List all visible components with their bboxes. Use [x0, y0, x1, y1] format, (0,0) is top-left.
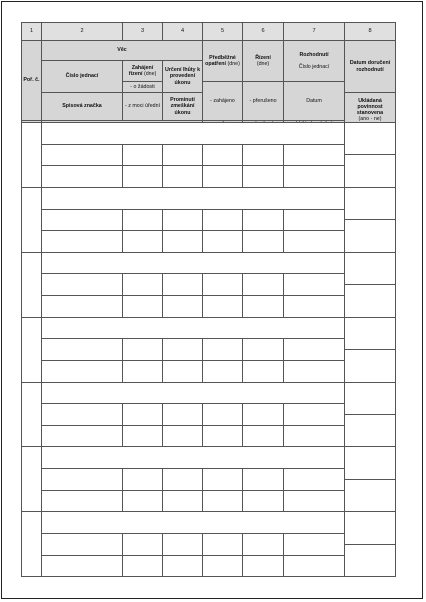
record-ukladana[interactable] [345, 544, 395, 576]
record-zahajeni-cell[interactable] [123, 425, 163, 447]
record-row [22, 533, 396, 555]
register-table [21, 22, 396, 128]
record-zahajeni-cell[interactable] [123, 296, 163, 318]
record-rozhodnuti-cell[interactable] [284, 296, 345, 318]
record-doruceni-cell[interactable] [345, 382, 396, 447]
record-ukladana[interactable] [345, 479, 395, 511]
header-zahajeni-title: Zahájení [131, 64, 154, 71]
record-row [22, 404, 396, 426]
record-rozhodnuti-cell[interactable] [284, 425, 345, 447]
record-cislo-cell[interactable] [42, 360, 123, 382]
col-number-3: 3 [123, 23, 163, 41]
record-zahajeni-cell[interactable] [123, 555, 163, 577]
record-row [22, 382, 396, 404]
record-ukladana[interactable] [345, 219, 395, 251]
record-rizeni-cell[interactable] [243, 274, 284, 296]
record-lhuta-cell[interactable] [163, 274, 203, 296]
record-rizeni-cell[interactable] [243, 490, 284, 512]
record-vec-cell[interactable] [42, 447, 345, 469]
record-row [22, 123, 396, 145]
record-zahajeni-cell[interactable] [123, 231, 163, 253]
record-rozhodnuti-cell[interactable] [284, 209, 345, 231]
record-row [22, 252, 396, 274]
header-predbezne-zahajeno: - zahájeno [203, 82, 243, 121]
record-rozhodnuti-cell[interactable] [284, 339, 345, 361]
record-por-cell[interactable] [22, 123, 42, 188]
col-number-6: 6 [243, 23, 284, 41]
record-datum-doruceni[interactable] [345, 188, 395, 219]
record-vec-cell[interactable] [42, 512, 345, 534]
record-lhuta-cell[interactable] [163, 166, 203, 188]
header-rozh-datum: Datum [284, 82, 345, 121]
record-lhuta-cell[interactable] [163, 209, 203, 231]
record-vec-cell[interactable] [42, 317, 345, 339]
record-cislo-cell[interactable] [42, 166, 123, 188]
record-zahajeni-cell[interactable] [123, 339, 163, 361]
record-opatreni-cell[interactable] [203, 209, 243, 231]
record-rozhodnuti-cell[interactable] [284, 360, 345, 382]
col-number-4: 4 [163, 23, 203, 41]
record-cislo-cell[interactable] [42, 144, 123, 166]
record-doruceni-cell[interactable] [345, 187, 396, 252]
record-lhuta-cell[interactable] [163, 404, 203, 426]
record-por-cell[interactable] [22, 252, 42, 317]
record-cislo-cell[interactable] [42, 274, 123, 296]
record-cislo-cell[interactable] [42, 425, 123, 447]
record-doruceni-cell[interactable] [345, 123, 396, 188]
record-zahajeni-cell[interactable] [123, 209, 163, 231]
record-rizeni-cell[interactable] [243, 339, 284, 361]
record-lhuta-cell[interactable] [163, 469, 203, 491]
record-opatreni-cell[interactable] [203, 339, 243, 361]
record-opatreni-cell[interactable] [203, 469, 243, 491]
record-lhuta-cell[interactable] [163, 360, 203, 382]
record-row [22, 166, 396, 188]
header-prominuti: Prominutí zmeškání úkonu [163, 93, 203, 121]
record-rozhodnuti-cell[interactable] [284, 490, 345, 512]
record-vec-cell[interactable] [42, 187, 345, 209]
header-por: Poř. č. [22, 41, 42, 121]
record-row [22, 144, 396, 166]
record-rizeni-cell[interactable] [243, 404, 284, 426]
record-rizeni-cell[interactable] [243, 166, 284, 188]
record-cislo-cell[interactable] [42, 533, 123, 555]
record-vec-cell[interactable] [42, 382, 345, 404]
record-por-cell[interactable] [22, 447, 42, 512]
record-row [22, 490, 396, 512]
header-row-1 [22, 41, 396, 61]
record-rozhodnuti-cell[interactable] [284, 469, 345, 491]
header-rizeni-preruseno: - přerušeno [243, 82, 284, 121]
column-number-row [22, 23, 396, 41]
record-zahajeni-cell[interactable] [123, 144, 163, 166]
record-opatreni-cell[interactable] [203, 144, 243, 166]
record-zahajeni-cell[interactable] [123, 274, 163, 296]
record-datum-doruceni[interactable] [345, 253, 395, 284]
record-rizeni-cell[interactable] [243, 555, 284, 577]
header-rizeni-sub: (dne) [256, 61, 270, 67]
record-row [22, 339, 396, 361]
header-predbezne-title: Předběžné opatření [205, 54, 236, 67]
record-zahajeni-cell[interactable] [123, 404, 163, 426]
record-lhuta-cell[interactable] [163, 231, 203, 253]
header-vec: Věc [42, 41, 203, 61]
header-zahajeni-o-zadosti: - o žádosti [123, 82, 163, 93]
record-rozhodnuti-cell[interactable] [284, 533, 345, 555]
record-ukladana[interactable] [345, 284, 395, 316]
record-opatreni-cell[interactable] [203, 555, 243, 577]
record-rizeni-cell[interactable] [243, 209, 284, 231]
record-opatreni-cell[interactable] [203, 533, 243, 555]
record-doruceni-cell[interactable] [345, 252, 396, 317]
record-rozhodnuti-cell[interactable] [284, 166, 345, 188]
header-cislo-jednaci: Číslo jednací [42, 61, 123, 93]
col-number-1: 1 [22, 23, 42, 41]
record-por-cell[interactable] [22, 512, 42, 577]
record-datum-doruceni[interactable] [345, 383, 395, 414]
header-rozh-cislo: Číslo jednací [298, 64, 330, 71]
record-rozhodnuti-cell[interactable] [284, 404, 345, 426]
record-row [22, 231, 396, 253]
header-datum-doruceni: Datum doručení rozhodnutí [345, 41, 396, 93]
record-opatreni-cell[interactable] [203, 360, 243, 382]
record-ukladana[interactable] [345, 349, 395, 381]
header-rizeni [243, 41, 284, 82]
header-spisova-znacka: Spisová značka [42, 93, 123, 121]
record-row [22, 274, 396, 296]
record-row [22, 296, 396, 318]
record-cislo-cell[interactable] [42, 404, 123, 426]
record-cislo-cell[interactable] [42, 296, 123, 318]
record-cislo-cell[interactable] [42, 231, 123, 253]
header-urceni-lhuty: Určení lhůty k provedení úkonu [163, 61, 203, 93]
record-zahajeni-cell[interactable] [123, 469, 163, 491]
record-vec-cell[interactable] [42, 123, 345, 145]
record-datum-doruceni[interactable] [345, 318, 395, 349]
record-vec-cell[interactable] [42, 252, 345, 274]
record-opatreni-cell[interactable] [203, 296, 243, 318]
header-predbezne [203, 41, 243, 82]
record-por-cell[interactable] [22, 187, 42, 252]
record-lhuta-cell[interactable] [163, 555, 203, 577]
record-datum-doruceni[interactable] [345, 123, 395, 154]
header-ukladana-title: Ukládaná povinnost stanovena [356, 97, 384, 117]
record-doruceni-cell[interactable] [345, 317, 396, 382]
record-datum-doruceni[interactable] [345, 447, 395, 478]
header-predbezne-sub: (dne) [227, 61, 240, 67]
record-doruceni-cell[interactable] [345, 512, 396, 577]
record-ukladana[interactable] [345, 414, 395, 446]
record-lhuta-cell[interactable] [163, 144, 203, 166]
record-rozhodnuti-cell[interactable] [284, 555, 345, 577]
header-rozhodnuti [284, 41, 345, 82]
record-row [22, 187, 396, 209]
record-opatreni-cell[interactable] [203, 274, 243, 296]
record-cislo-cell[interactable] [42, 339, 123, 361]
record-rizeni-cell[interactable] [243, 231, 284, 253]
record-rozhodnuti-cell[interactable] [284, 274, 345, 296]
record-doruceni-cell[interactable] [345, 447, 396, 512]
header-zahajeni-sub: řízení [128, 71, 143, 77]
record-por-cell[interactable] [22, 382, 42, 447]
record-rizeni-cell[interactable] [243, 360, 284, 382]
record-row [22, 447, 396, 469]
header-zahajeni [123, 61, 163, 82]
record-opatreni-cell[interactable] [203, 404, 243, 426]
record-lhuta-cell[interactable] [163, 533, 203, 555]
record-zahajeni-cell[interactable] [123, 166, 163, 188]
record-datum-doruceni[interactable] [345, 512, 395, 543]
record-ukladana[interactable] [345, 154, 395, 186]
header-ukladana-sub: (ano - ne) [358, 116, 382, 123]
record-opatreni-cell[interactable] [203, 490, 243, 512]
record-opatreni-cell[interactable] [203, 166, 243, 188]
col-number-7: 7 [284, 23, 345, 41]
record-rozhodnuti-cell[interactable] [284, 144, 345, 166]
col-number-2: 2 [42, 23, 123, 41]
record-lhuta-cell[interactable] [163, 339, 203, 361]
record-lhuta-cell[interactable] [163, 490, 203, 512]
record-opatreni-cell[interactable] [203, 231, 243, 253]
record-row [22, 469, 396, 491]
record-lhuta-cell[interactable] [163, 296, 203, 318]
header-zahajeni-z-moci: - z moci úřední [123, 93, 163, 121]
record-cislo-cell[interactable] [42, 555, 123, 577]
record-por-cell[interactable] [22, 317, 42, 382]
record-zahajeni-cell[interactable] [123, 360, 163, 382]
record-row [22, 555, 396, 577]
record-rizeni-cell[interactable] [243, 425, 284, 447]
col-number-8: 8 [345, 23, 396, 41]
record-zahajeni-cell[interactable] [123, 533, 163, 555]
record-row [22, 209, 396, 231]
records-table [21, 122, 396, 577]
record-row [22, 425, 396, 447]
record-opatreni-cell[interactable] [203, 425, 243, 447]
record-zahajeni-cell[interactable] [123, 490, 163, 512]
record-lhuta-cell[interactable] [163, 425, 203, 447]
header-rizeni-title: Řízení [255, 54, 271, 61]
record-row [22, 360, 396, 382]
record-rizeni-cell[interactable] [243, 144, 284, 166]
header-rozhodnuti-title: Rozhodnutí [299, 51, 329, 58]
record-rizeni-cell[interactable] [243, 296, 284, 318]
record-blocks [22, 123, 396, 577]
header-zahajeni-dne: (dne) [143, 71, 157, 77]
record-cislo-cell[interactable] [42, 209, 123, 231]
record-rizeni-cell[interactable] [243, 533, 284, 555]
record-row [22, 317, 396, 339]
record-rozhodnuti-cell[interactable] [284, 231, 345, 253]
record-row [22, 512, 396, 534]
record-rizeni-cell[interactable] [243, 469, 284, 491]
record-cislo-cell[interactable] [42, 490, 123, 512]
col-number-5: 5 [203, 23, 243, 41]
record-cislo-cell[interactable] [42, 469, 123, 491]
